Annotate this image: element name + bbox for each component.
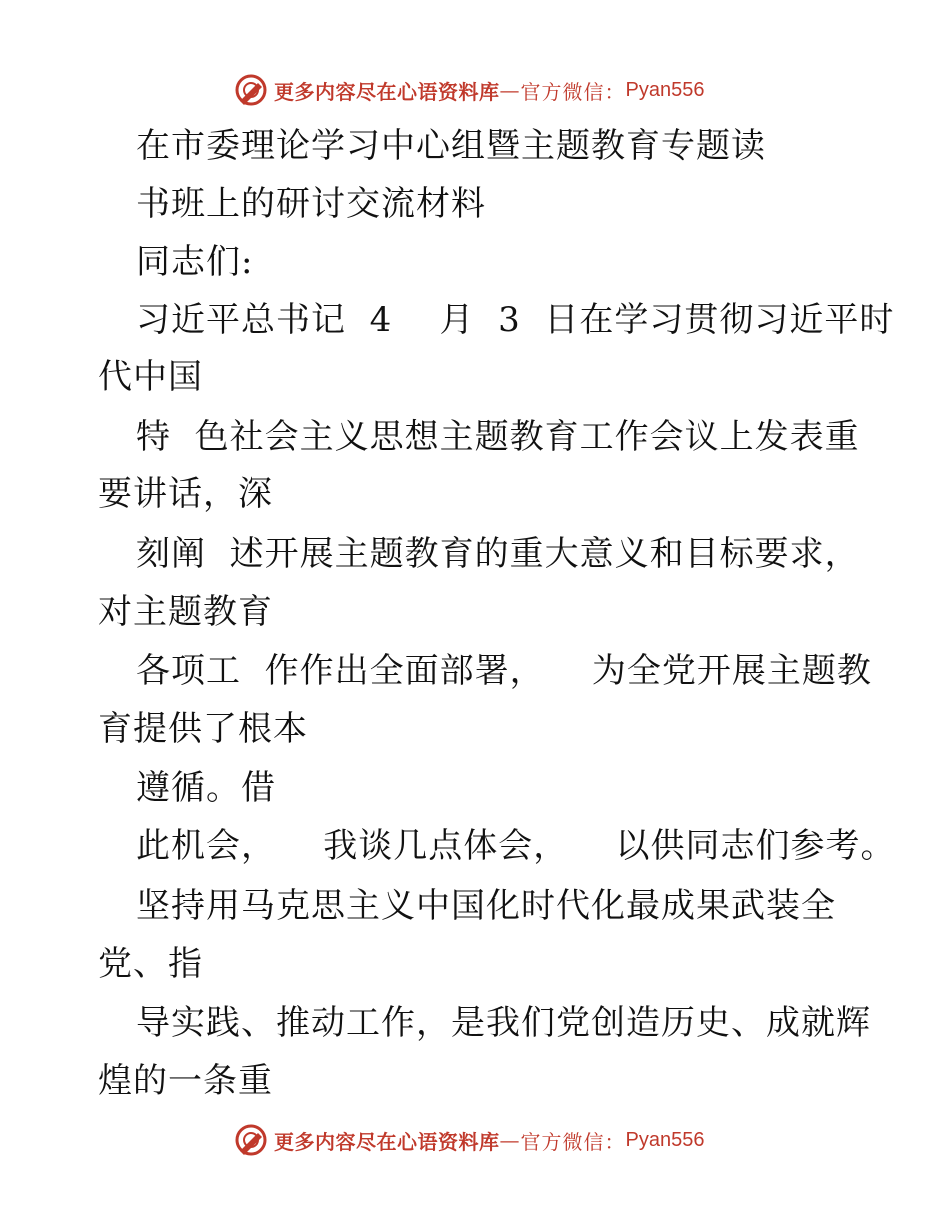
banner-wechat-id: Pyan556: [625, 78, 705, 101]
banner-main-text: 更多内容尽在心语资料库: [274, 79, 500, 104]
banner-wechat-id: Pyan556: [625, 1128, 705, 1151]
body-line: 育提供了根本: [98, 709, 308, 749]
banner-wechat-label: 官方微信：: [520, 1129, 626, 1154]
body-line: 要讲话，深: [98, 474, 273, 514]
banner-main-text: 更多内容尽在心语资料库: [274, 1129, 500, 1154]
banner-wechat-label: 官方微信：: [520, 79, 626, 104]
body-line: 导实践、推动工作，是我们党创造历史、成就辉: [136, 1003, 871, 1043]
body-line: 党、指: [98, 944, 203, 984]
header-watermark: [234, 72, 704, 108]
doc-title-line-2: 书班上的研讨交流材料: [136, 184, 486, 224]
greeting: 同志们:: [136, 242, 254, 282]
body-line: 特 色社会主义思想主题教育工作会议上发表重: [136, 417, 860, 457]
body-line: 代中国: [98, 357, 203, 397]
body-line: 坚持用马克思主义中国化时代化最成果武装全: [136, 886, 836, 926]
body-line: 遵循。借: [136, 768, 276, 808]
body-line: 此机会， 我谈几点体会， 以供同志们参考。: [136, 826, 896, 866]
doc-title-line-1: 在市委理论学习中心组暨主题教育专题读: [136, 126, 766, 166]
body-line: 刻阐 述开展主题教育的重大意义和目标要求，: [136, 534, 860, 574]
pen-logo-icon: [234, 73, 268, 107]
body-line: 煌的一条重: [98, 1061, 273, 1101]
body-line: 各项工 作作出全面部署， 为全党开展主题教: [136, 651, 872, 691]
footer-watermark: [234, 1122, 704, 1158]
banner-dash: —: [499, 78, 521, 102]
banner-dash: —: [499, 1128, 521, 1152]
pen-logo-icon: [234, 1123, 268, 1157]
body-line: 习近平总书记 4 月 3 日在学习贯彻习近平时: [136, 300, 895, 340]
body-line: 对主题教育: [98, 592, 273, 632]
